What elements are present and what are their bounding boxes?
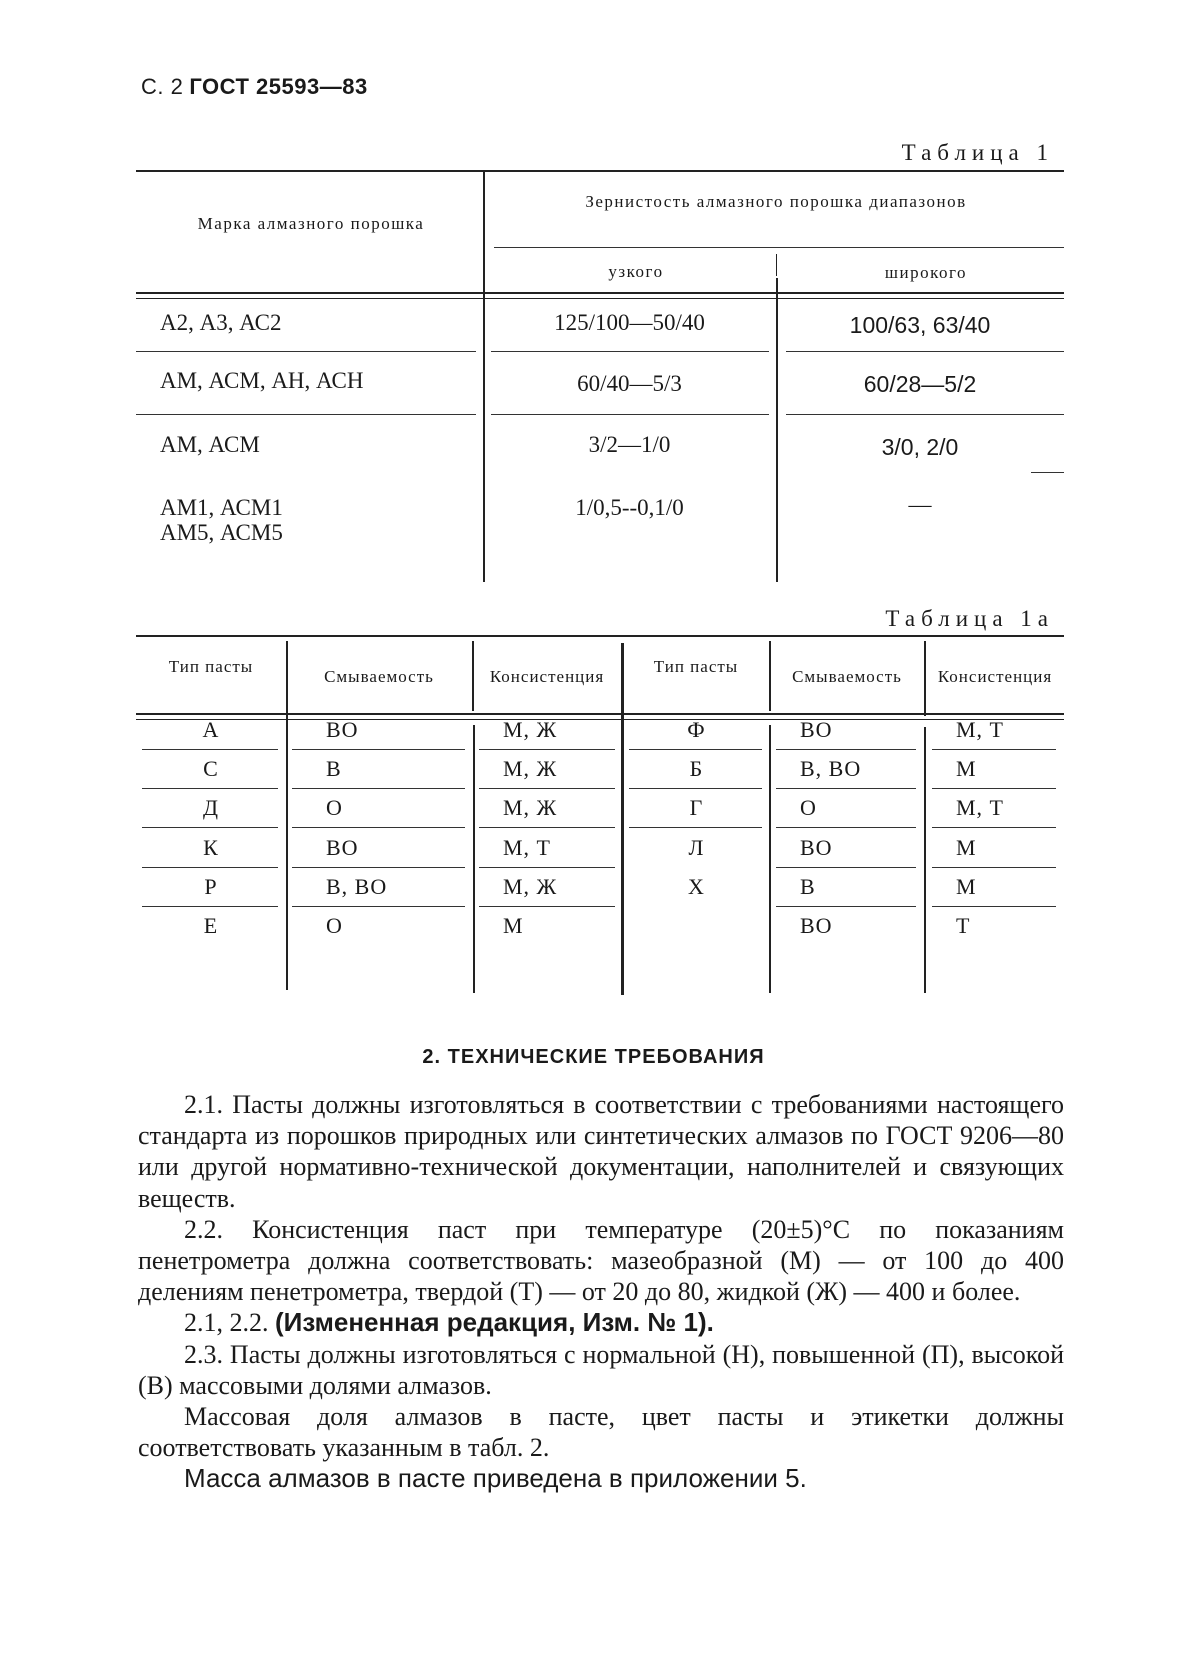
table1a-cell-r3-c2: О bbox=[326, 795, 343, 821]
table1a-cell-r4-c2: ВО bbox=[326, 834, 359, 860]
section-title: 2. ТЕХНИЧЕСКИЕ ТРЕБОВАНИЯ bbox=[422, 1046, 765, 1068]
table1a-cell-r4-c4: Л bbox=[688, 834, 705, 860]
table1a-cell-r2-c1: С bbox=[203, 756, 219, 782]
table1-row3-brand: АМ, АСМ bbox=[160, 432, 260, 457]
table1a-cell-r1-c4: Ф bbox=[687, 717, 706, 742]
table1a-cell-r3-c3: М, Ж bbox=[503, 795, 558, 821]
page-number: С. 2 bbox=[141, 74, 184, 99]
table1a bbox=[136, 635, 1064, 1010]
table1-caption: Таблица 1 bbox=[901, 140, 1054, 165]
paragraph-mass-fraction: Массовая доля алмазов в пасте, цвет пасты и этикетки должны соответствовать указанным в табл. 2. bbox=[138, 1402, 1064, 1463]
page-header bbox=[141, 74, 368, 100]
table1-row2-wide: 60/28—5/2 bbox=[863, 371, 977, 397]
table1a-cell-r6-c3: М bbox=[503, 913, 524, 938]
amendment-ref: 2.1, 2.2. bbox=[184, 1308, 269, 1338]
table1-row4-brand2: АМ5, АСМ5 bbox=[160, 520, 283, 545]
paragraph-amendment bbox=[138, 1307, 1064, 1338]
body-text bbox=[138, 1089, 1064, 1495]
table1-row3-wide: 3/0, 2/0 bbox=[881, 434, 959, 460]
table1a-cell-r1-c1: А bbox=[202, 717, 220, 742]
table1a-header-cons-1: Консистенция bbox=[489, 667, 605, 686]
table1a-caption: Таблица 1а bbox=[885, 606, 1054, 631]
table1a-header-wash-1: Смываемость bbox=[324, 667, 434, 686]
paragraph-2-3: 2.3. Пасты должны изготовляться с нормальной (Н), повышенной (П), высокой (В) массовыми долями алмазов. bbox=[138, 1339, 1064, 1400]
table1a-header-type-1: Тип пасты bbox=[168, 657, 254, 676]
table1-row2-narrow: 60/40—5/3 bbox=[577, 371, 682, 396]
paragraph-2-2: 2.2. Консистенция паст при температуре (20±5)°С по показаниям пенетрометра должна соответствовать: мазеобразной (М) — от 100 до 400 делениям пенетрометра, твердой (Т) — от 20 до 80, жидкой (Ж) — 400 и более. bbox=[138, 1214, 1064, 1307]
table1-row4-wide: — bbox=[908, 492, 932, 517]
table1a-cell-r5-c4: Х bbox=[688, 873, 705, 899]
table1a-cell-r2-c4: Б bbox=[689, 756, 704, 782]
standard-number: ГОСТ 25593—83 bbox=[189, 74, 368, 99]
table1a-cell-r3-c6: М, Т bbox=[956, 795, 1004, 821]
paragraph-2-1: 2.1. Пасты должны изготовляться в соответствии с требованиями настоящего стандарта из порошков природных или синтетических алмазов по ГОСТ 9206—80 или другой нормативно-технической документации, наполнителей и связующих веществ. bbox=[138, 1090, 1064, 1213]
paragraph-appendix: Масса алмазов в пасте приведена в приложении 5. bbox=[184, 1463, 807, 1494]
table1a-header-type-2: Тип пасты bbox=[653, 657, 739, 676]
table1a-cell-r1-c3: М, Ж bbox=[503, 717, 558, 742]
table1a-cell-r6-c2: О bbox=[326, 913, 343, 938]
table1-header-brand: Марка алмазного порошка bbox=[197, 214, 425, 233]
table1a-cell-r3-c1: Д bbox=[202, 795, 219, 821]
table1-row1-wide: 100/63, 63/40 bbox=[849, 312, 991, 338]
table1a-cell-r5-c2: В, ВО bbox=[326, 873, 388, 899]
table1a-cell-r2-c5: В, ВО bbox=[800, 756, 862, 782]
table1-row3-narrow: 3/2—1/0 bbox=[588, 432, 671, 457]
table1-header-wide: широкого bbox=[884, 263, 968, 282]
table1-row1-narrow: 125/100—50/40 bbox=[554, 310, 705, 335]
table1a-cell-r1-c2: ВО bbox=[326, 717, 359, 742]
table1a-cell-r5-c5: В bbox=[800, 873, 816, 899]
table1a-header-wash-2: Смываемость bbox=[792, 667, 902, 686]
table1a-cell-r2-c6: М bbox=[956, 756, 977, 782]
table1a-cell-r3-c5: О bbox=[800, 795, 817, 821]
table1-row2-brand: АМ, АСМ, АН, АСН bbox=[160, 368, 364, 393]
table1a-cell-r5-c6: М bbox=[956, 873, 977, 899]
table1a-cell-r1-c6: М, Т bbox=[956, 717, 1004, 742]
table1a-cell-r3-c4: Г bbox=[689, 795, 704, 821]
table1-row4-brand: АМ1, АСМ1 bbox=[160, 495, 283, 520]
table1a-cell-r2-c3: М, Ж bbox=[503, 756, 558, 782]
table1a-cell-r4-c5: ВО bbox=[800, 834, 833, 860]
table1a-cell-r6-c1: Е bbox=[203, 913, 219, 938]
table1a-cell-r5-c3: М, Ж bbox=[503, 873, 558, 899]
table1a-header-cons-2: Консистенция bbox=[937, 667, 1053, 686]
table1a-cell-r5-c1: Р bbox=[204, 873, 218, 899]
amendment-note: (Измененная редакция, Изм. № 1). bbox=[275, 1307, 714, 1338]
table1a-cell-r4-c3: М, Т bbox=[503, 834, 551, 860]
table1a-cell-r4-c6: М bbox=[956, 834, 977, 860]
table1a-cell-r1-c5: ВО bbox=[800, 717, 833, 742]
table1a-cell-r6-c5: ВО bbox=[800, 913, 833, 938]
table1a-cell-r2-c2: В bbox=[326, 756, 342, 782]
table1-row4-narrow: 1/0,5--0,1/0 bbox=[575, 495, 684, 520]
table1-header-grain: Зернистость алмазного порошка диапазонов bbox=[585, 192, 967, 211]
table1a-cell-r4-c1: К bbox=[203, 834, 219, 860]
table1-row1-brand: А2, А3, АС2 bbox=[160, 310, 282, 335]
table1a-cell-r6-c6: Т bbox=[956, 913, 971, 938]
table1 bbox=[136, 170, 1064, 582]
table1-header-narrow: узкого bbox=[608, 262, 664, 281]
